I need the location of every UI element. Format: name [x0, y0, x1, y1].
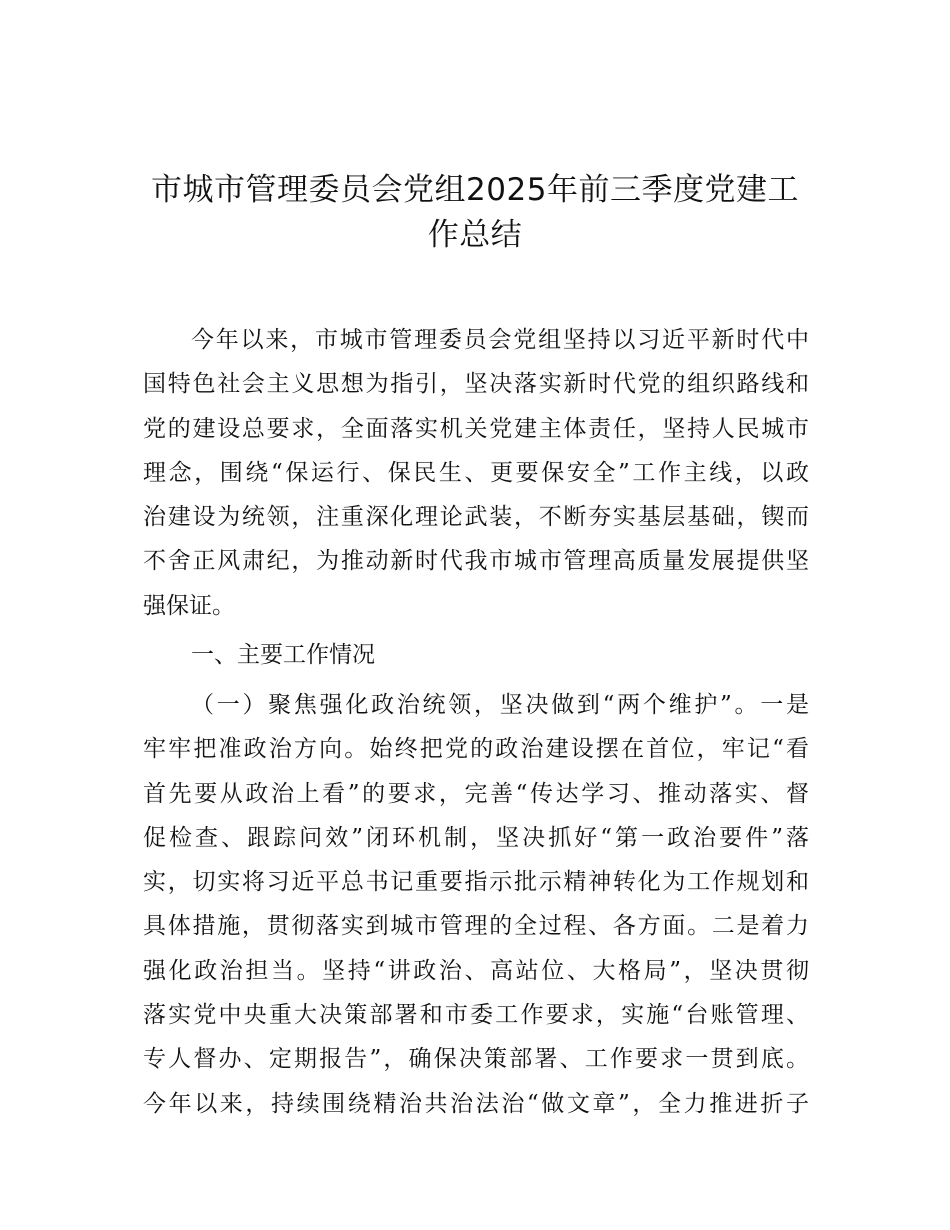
- text-line: 具体措施，贯彻落实到城市管理的全过程、各方面。二是着力: [143, 913, 809, 940]
- text-line: 首先要从政治上看”的要求，完善“传达学习、推动落实、督: [143, 780, 809, 807]
- text-line: 牢牢把准政治方向。始终把党的政治建设摆在首位，牢记“看: [143, 736, 809, 763]
- text-line: （一）聚焦强化政治统领，坚决做到“两个维护”。一是: [191, 692, 809, 718]
- text-line: 促检查、跟踪问效”闭环机制，坚决抓好“第一政治要件”落: [143, 824, 809, 851]
- document-title-line-1: 市城市管理委员会党组2025年前三季度党建工: [151, 172, 799, 208]
- text-line: 实，切实将习近平总书记重要指示批示精神转化为工作规划和: [143, 869, 809, 896]
- text-line: 强化政治担当。坚持“讲政治、高站位、大格局”，坚决贯彻: [143, 957, 809, 984]
- text-line: 党的建设总要求，全面落实机关党建主体责任，坚持人民城市: [143, 415, 809, 442]
- section-1-paragraph: [143, 683, 809, 1126]
- text-line: 今年以来，持续围绕精治共治法治“做文章”，全力推进折子: [143, 1090, 809, 1117]
- text-line: 理念，围绕“保运行、保民生、更要保安全”工作主线，以政: [143, 459, 809, 486]
- text-line: 专人督办、定期报告”，确保决策部署、工作要求一贯到底。: [143, 1046, 809, 1073]
- text-line: 国特色社会主义思想为指引，坚决落实新时代党的组织路线和: [143, 371, 809, 398]
- text-line: 今年以来，市城市管理委员会党组坚持以习近平新时代中: [191, 327, 809, 353]
- text-line: 落实党中央重大决策部署和市委工作要求，实施“台账管理、: [143, 1002, 809, 1029]
- document-title-line-2: 作总结: [427, 217, 523, 253]
- text-line: 强保证。: [143, 592, 235, 619]
- intro-paragraph: [143, 318, 809, 628]
- section-heading: [143, 633, 809, 677]
- text-line: 不舍正风肃纪，为推动新时代我市城市管理高质量发展提供坚: [143, 548, 809, 575]
- heading-text: 一、主要工作情况: [191, 642, 375, 668]
- text-line: 治建设为统领，注重深化理论武装，不断夯实基层基础，锲而: [143, 504, 809, 531]
